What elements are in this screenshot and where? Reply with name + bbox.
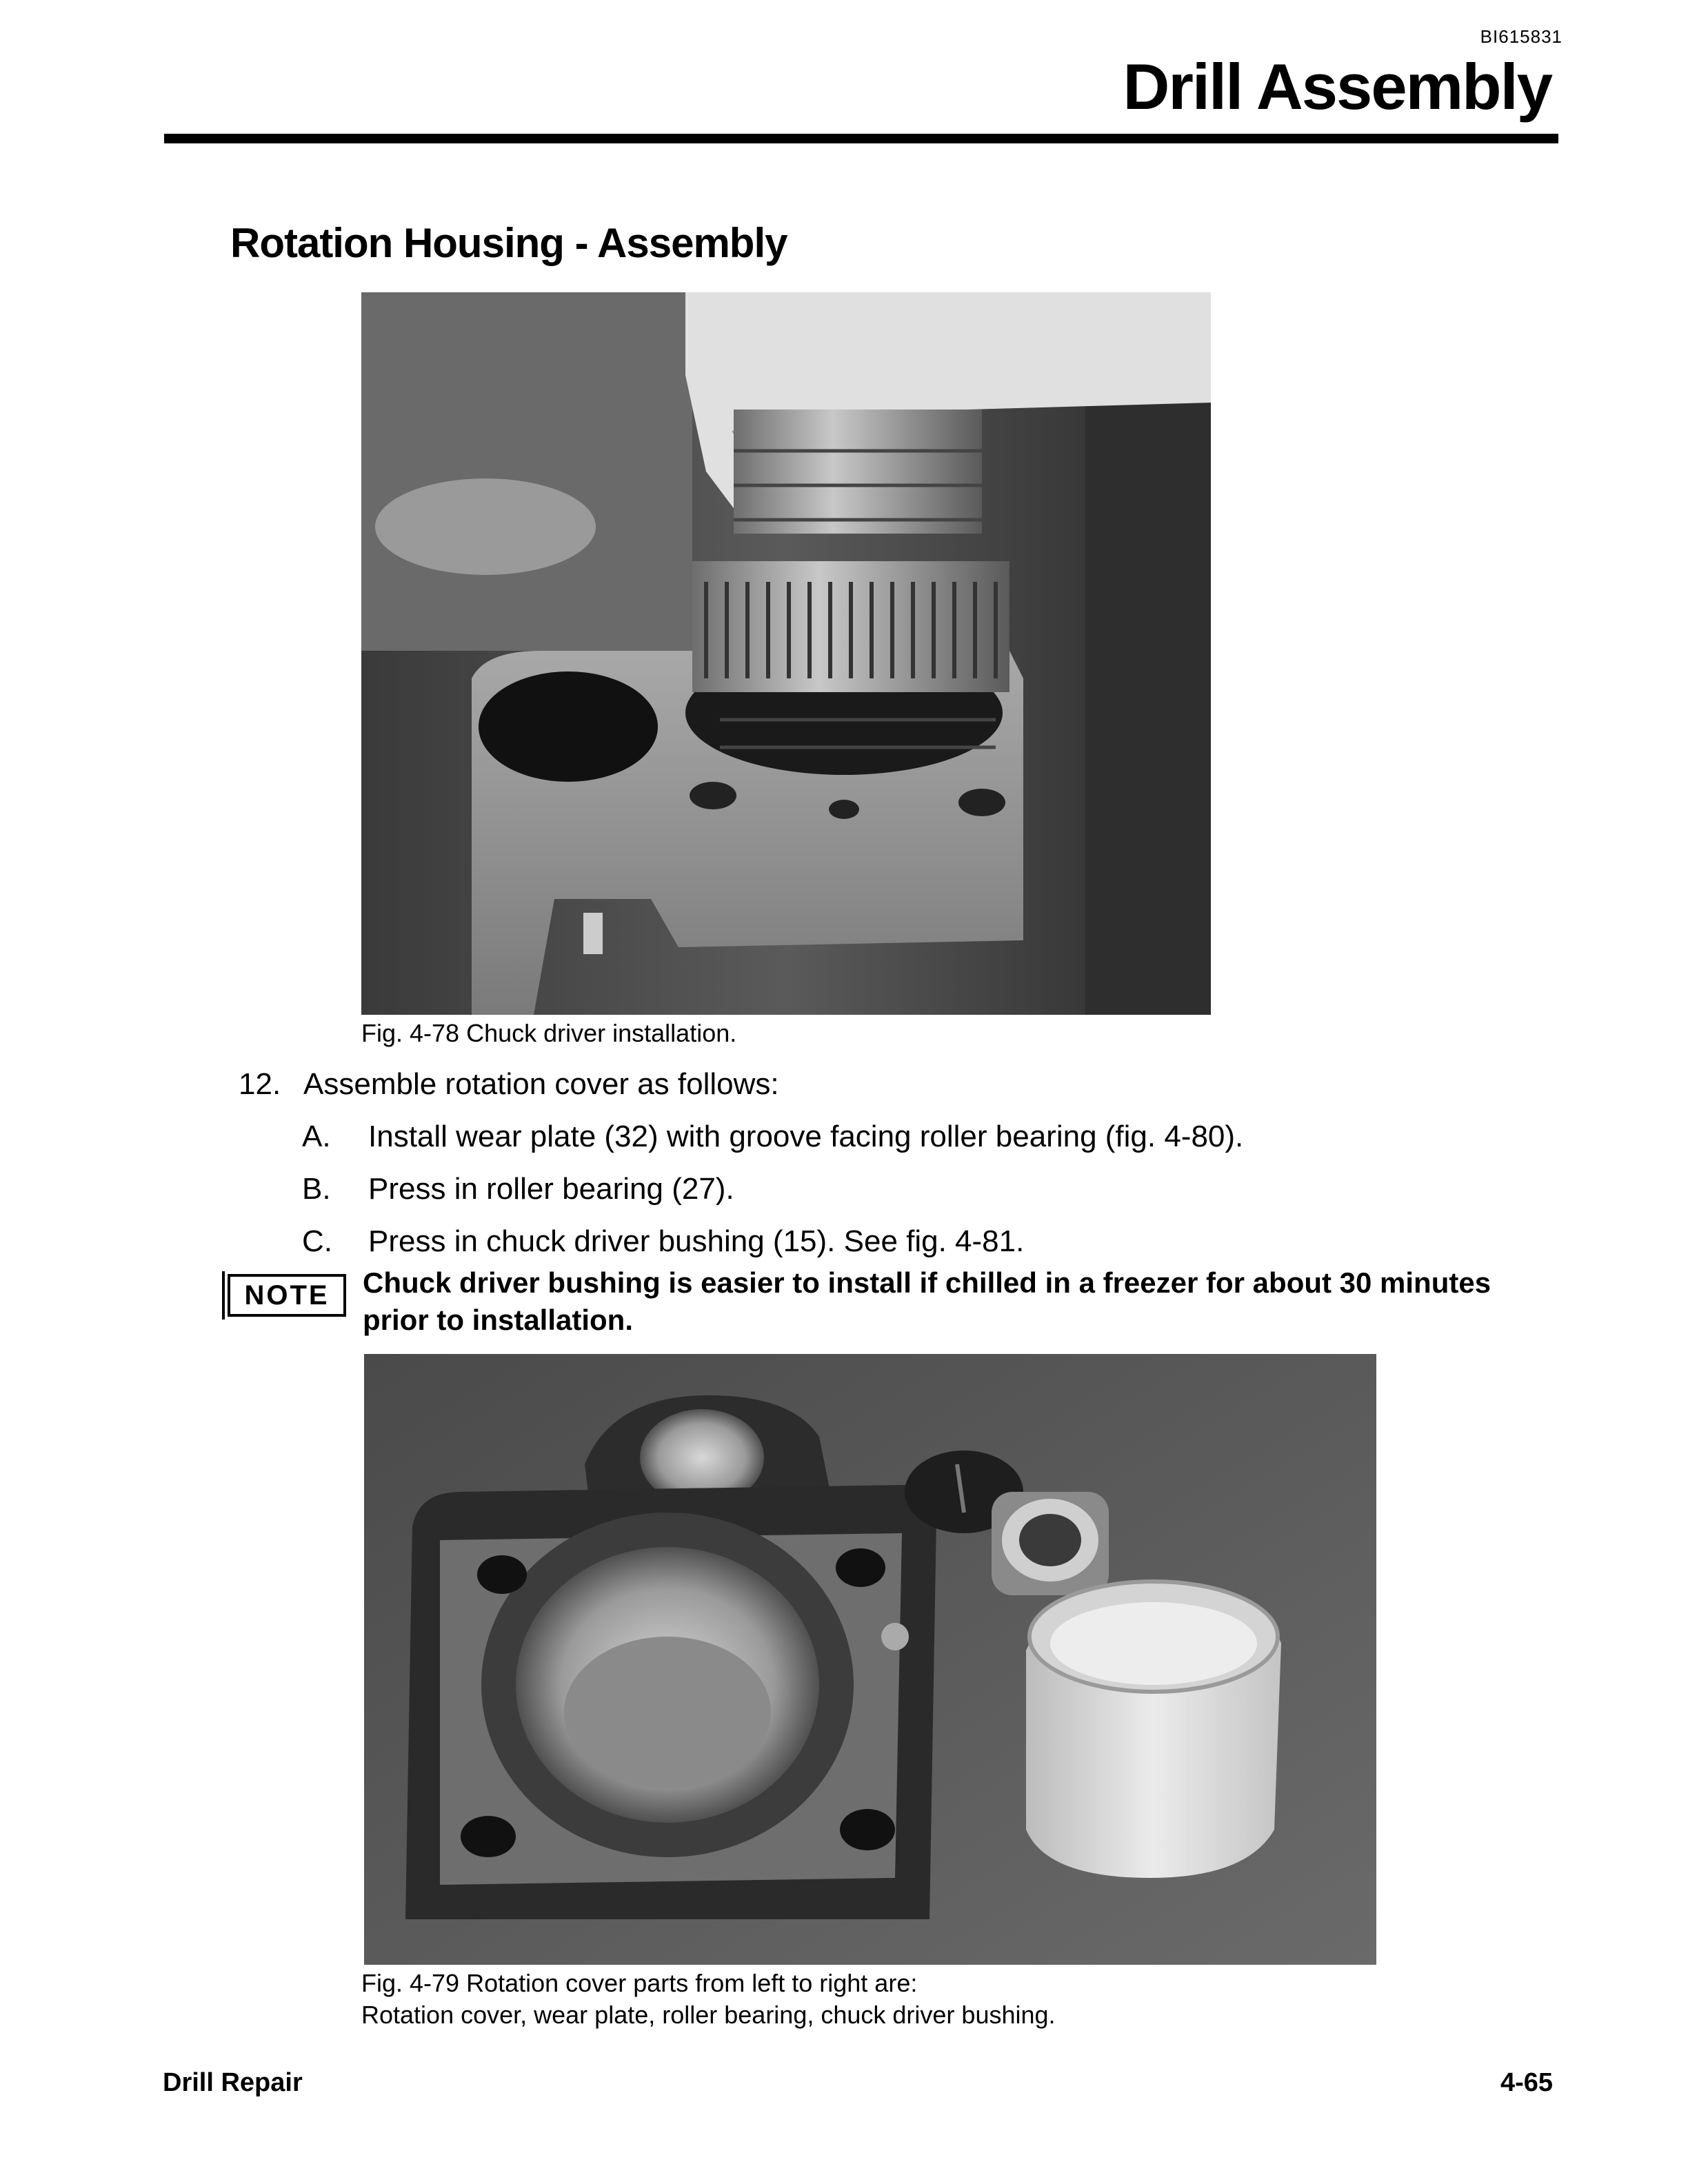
header-rule xyxy=(164,134,1558,143)
caption-line-2: Rotation cover, wear plate, roller bearing, chuck driver bushing. xyxy=(361,2001,1056,2029)
footer-section-name: Drill Repair xyxy=(163,2068,303,2097)
step-text: Assemble rotation cover as follows: xyxy=(303,1067,779,1101)
caption-line-1: Fig. 4-79 Rotation cover parts from left to right are: xyxy=(361,1969,918,1997)
note-side-bar xyxy=(222,1271,225,1320)
document-id: BI615831 xyxy=(1480,26,1563,47)
rotation-cover-parts-photo xyxy=(364,1354,1376,1965)
substep-text: Press in chuck driver bushing (15). See fig. 4-81. xyxy=(368,1224,1025,1258)
section-title: Rotation Housing - Assembly xyxy=(230,220,787,266)
figure-4-78-caption: Fig. 4-78 Chuck driver installation. xyxy=(361,1019,737,1047)
figure-4-79-caption xyxy=(361,1968,1056,2031)
step-number: 12. xyxy=(239,1067,281,1101)
substep-text: Install wear plate (32) with groove facing roller bearing (fig. 4-80). xyxy=(368,1120,1244,1153)
substep-letter: B. xyxy=(302,1172,331,1206)
note-label-box: NOTE xyxy=(228,1274,346,1317)
note-text: Chuck driver bushing is easier to install if chilled in a freezer for about 30 minutes prior to installation. xyxy=(363,1266,1491,1336)
footer-page-number: 4-65 xyxy=(1500,2068,1553,2097)
substep-letter: C. xyxy=(302,1224,332,1258)
page-header-title: Drill Assembly xyxy=(1123,50,1551,123)
substep-letter: A. xyxy=(302,1120,331,1153)
chuck-driver-installation-photo xyxy=(361,292,1211,1015)
substep-text: Press in roller bearing (27). xyxy=(368,1172,734,1206)
